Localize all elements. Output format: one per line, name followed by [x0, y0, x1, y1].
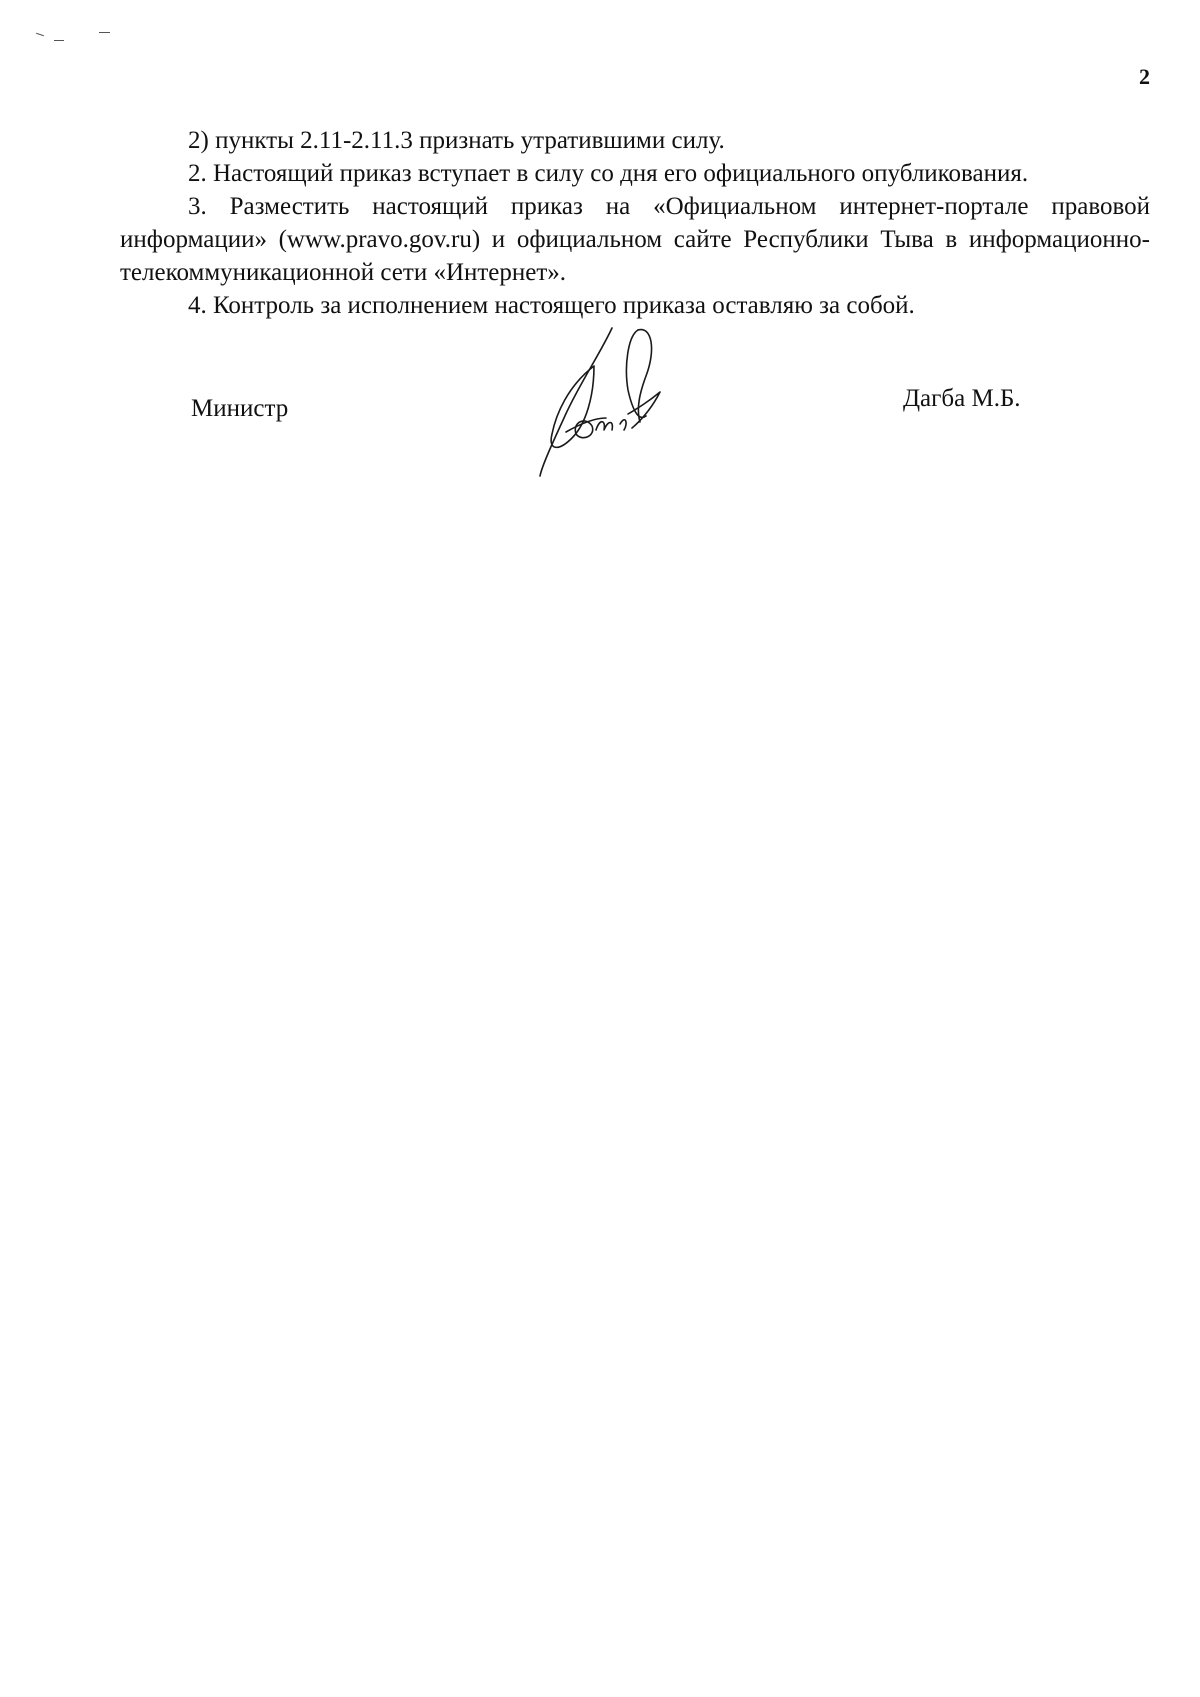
- signatory-name: Дагба М.Б.: [903, 385, 1021, 412]
- scan-artifact: [36, 33, 44, 36]
- signatory-position: Министр: [191, 395, 289, 422]
- scan-artifact: [54, 40, 64, 41]
- document-body: [120, 124, 1150, 322]
- paragraph-clause-4: 4. Контроль за исполнением настоящего приказа оставляю за собой.: [188, 292, 915, 319]
- paragraph-clause-3: 3. Разместить настоящий приказ на «Официальном интернет-портале правовой информации» (www.pravo.gov.ru) и официальном сайте Республики Тыва в информационно-телекоммуникационной сети «Интернет».: [120, 193, 1150, 286]
- page-number: 2: [1139, 64, 1150, 89]
- paragraph-clause-2: 2. Настоящий приказ вступает в силу со дня его официального опубликования.: [188, 160, 1029, 187]
- signature-block: [0, 380, 1200, 500]
- scan-artifact: [99, 32, 110, 33]
- signature-icon: [528, 326, 718, 486]
- paragraph-clause-2-2: 2) пункты 2.11-2.11.3 признать утратившими силу.: [188, 127, 725, 154]
